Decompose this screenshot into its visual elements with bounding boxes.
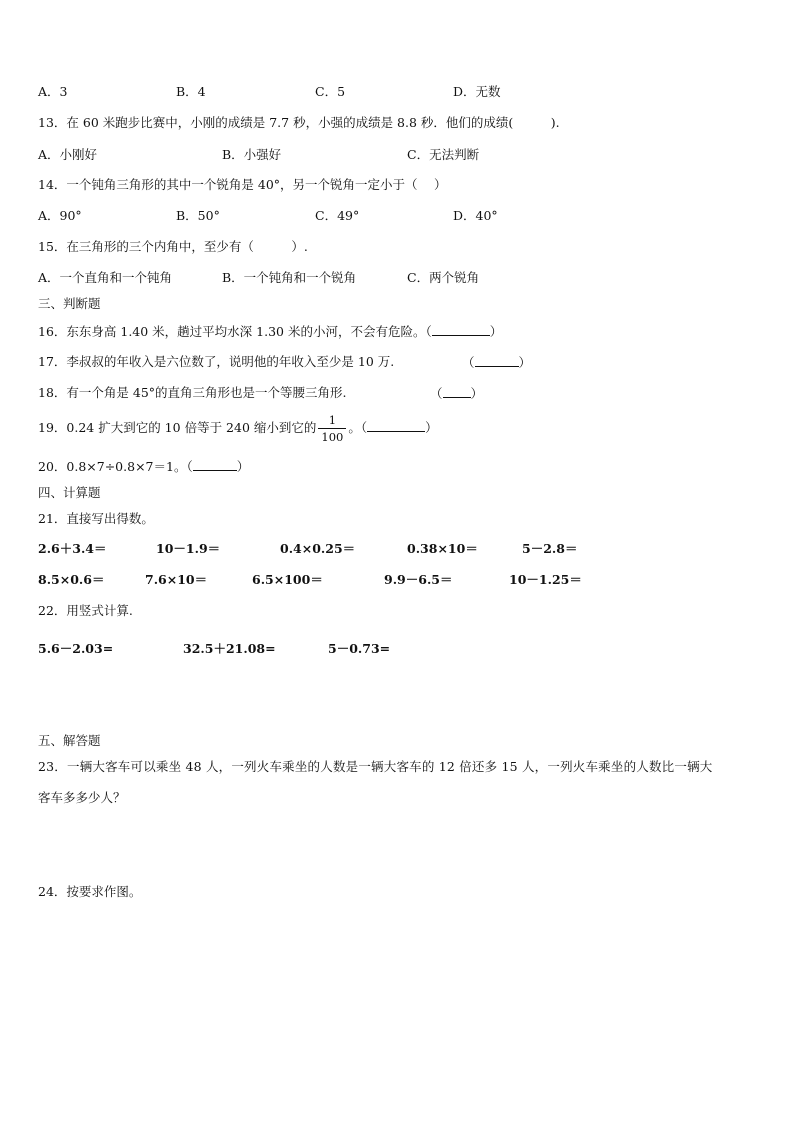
q18-paren-open: （ [430,386,443,401]
q17-text: 17．李叔叔的年收入是六位数了，说明他的年收入至少是 10 万. [38,354,395,369]
q13-option-c: C．无法判断 [407,147,480,162]
q12-option-d: D．无数 [453,84,501,99]
q22-item-3: 5－0.73= [328,641,391,656]
section-5-heading: 五、解答题 [38,733,101,748]
q15-option-c: C．两个锐角 [407,270,480,285]
q17-answer [462,354,531,371]
q21-text: 21．直接写出得数。 [38,511,154,526]
q17-paren-open: （ [462,355,475,370]
q19-paren-close: ） [425,420,438,435]
q21-r2-c2: 7.6×10＝ [145,572,208,587]
q14-option-b: B．50° [176,208,220,223]
q20-answer-blank[interactable] [193,458,237,471]
q13-option-b: B．小强好 [222,147,282,162]
q21-r2-c3: 6.5×100＝ [252,572,323,587]
q16 [38,323,502,340]
q16-paren-close: ） [489,324,503,339]
q21-r1-c3: 0.4×0.25＝ [280,541,356,556]
q14-option-c: C．49° [315,208,360,223]
q23-line-2: 客车多多少人？ [38,790,126,805]
section-3-heading: 三、判断题 [38,296,101,311]
q13-text: 13．在 60 米跑步比赛中，小刚的成绩是 7.7 秒，小强的成绩是 8.8 秒．他们的成绩( ). [38,115,560,130]
q21-r1-c4: 0.38×10＝ [407,541,478,556]
q15-option-b: B．一个钝角和一个锐角 [222,270,357,285]
q17 [38,354,394,370]
q20-paren-close: ） [236,459,250,474]
section-4-heading: 四、计算题 [38,485,101,500]
q21-r1-c5: 5－2.8＝ [522,541,578,556]
q13-option-a: A．小刚好 [38,147,98,162]
q19-fraction-numerator: 1 [328,413,337,427]
q19-fraction-denominator: 100 [321,430,344,444]
q17-paren-close: ） [518,355,532,370]
q14-option-a: A．90° [38,208,82,223]
q14-option-d: D．40° [453,208,498,223]
q21-r1-c2: 10－1.9＝ [156,541,221,556]
q18-answer [430,385,483,402]
q16-answer-blank[interactable] [432,323,490,336]
q21-r1-c1: 2.6＋3.4＝ [38,541,107,556]
q21-r2-c5: 10－1.25＝ [509,572,582,587]
q19-text: 19．0.24 扩大到它的 10 倍等于 240 缩小到它的 [38,420,317,435]
q12-option-b: B．4 [176,84,206,99]
q20 [38,458,249,475]
q12-option-a: A．3 [38,84,68,99]
q18 [38,385,347,401]
q22-item-2: 32.5＋21.08= [183,641,276,656]
q12-option-c: C．5 [315,84,346,99]
q22-text: 22．用竖式计算. [38,603,133,618]
q19 [38,410,438,446]
q22-item-1: 5.6－2.03= [38,641,114,656]
q21-r2-c4: 9.9－6.5＝ [384,572,453,587]
q18-text: 18．有一个角是 45°的直角三角形也是一个等腰三角形. [38,385,347,400]
q15-text: 15．在三角形的三个内角中，至少有（ ）. [38,239,308,254]
q19-answer-blank[interactable] [367,419,425,432]
q18-answer-blank[interactable] [443,385,471,398]
q19-text-post: 。（ [348,420,368,435]
q19-fraction-bar [318,428,346,429]
q21-r2-c1: 8.5×0.6＝ [38,572,105,587]
q24-text: 24．按要求作图。 [38,884,142,899]
q16-text: 16．东东身高 1.40 米，趟过平均水深 1.30 米的小河，不会有危险。（ [38,324,432,339]
q23-line-1: 23．一辆大客车可以乘坐 48 人，一列火车乘坐的人数是一辆大客车的 12 倍还多 15 人，一列火车乘坐的人数比一辆大 [38,759,713,774]
q19-fraction [318,413,346,444]
q20-text: 20．0.8×7÷0.8×7＝1。（ [38,459,193,474]
q14-text: 14．一个钝角三角形的其中一个锐角是 40°，另一个锐角一定小于（ ） [38,177,447,192]
q17-answer-blank[interactable] [475,354,519,367]
q18-paren-close: ） [470,386,484,401]
q15-option-a: A．一个直角和一个钝角 [38,270,173,285]
